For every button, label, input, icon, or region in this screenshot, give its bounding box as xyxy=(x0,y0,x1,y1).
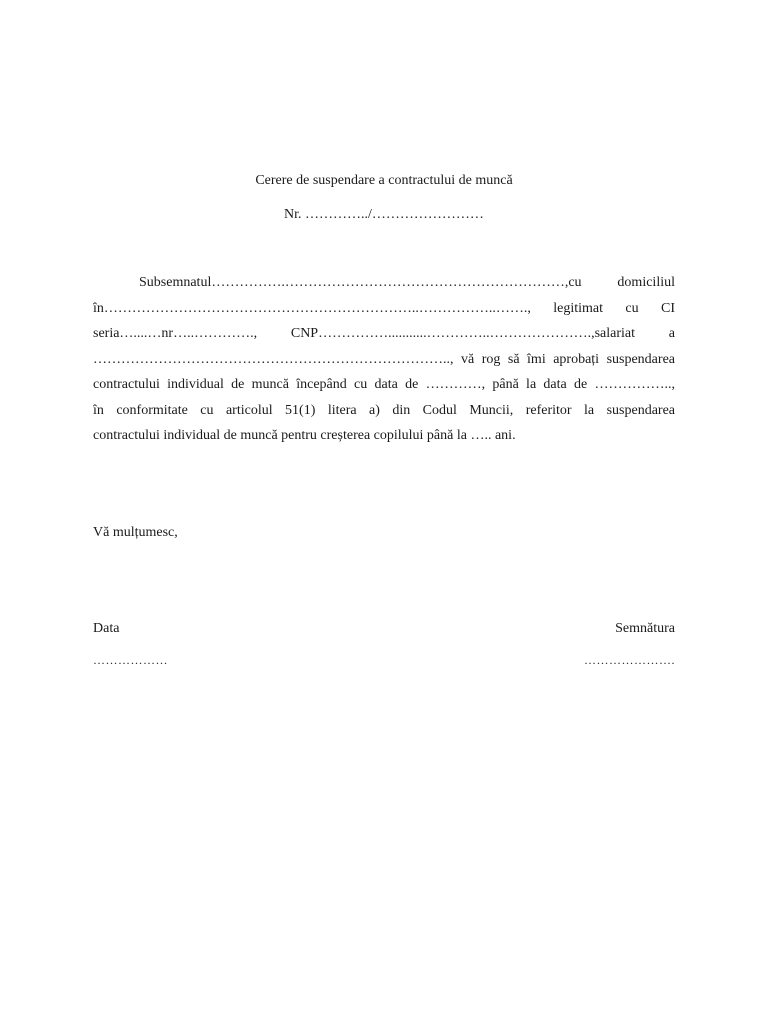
date-placeholder: ……………… xyxy=(93,653,168,667)
request-number-line: Nr. …………../…………………… xyxy=(284,207,484,222)
body-line: contractului individual de muncă începând cu data de …………, până la data de …………….., xyxy=(93,377,675,392)
body-line: contractului individual de muncă pentru creșterea copilului până la ….. ani. xyxy=(93,428,516,443)
body-line: seria…....…nr…..…………., CNP……………...........…………..………………….,salariat a xyxy=(93,326,675,341)
request-body xyxy=(93,270,675,449)
body-line: Subsemnatul…………….……………………………………………………,cu domiciliul xyxy=(139,275,675,290)
signature-placeholder: …………………. xyxy=(584,653,675,667)
body-line: în…………………………………………………………..……………..……., legitimat cu CI xyxy=(93,300,675,316)
body-line: în conformitate cu articolul 51(1) litera a) din Codul Muncii, referitor la suspendarea xyxy=(93,402,675,418)
document-title: Cerere de suspendare a contractului de muncă xyxy=(255,173,513,188)
date-label: Data xyxy=(93,621,120,636)
closing-text: Vă mulțumesc, xyxy=(93,525,178,540)
signature-label: Semnătura xyxy=(615,621,675,636)
body-line: ………………………………………………………………….., vă rog să îmi aprobați suspendarea xyxy=(93,351,675,367)
